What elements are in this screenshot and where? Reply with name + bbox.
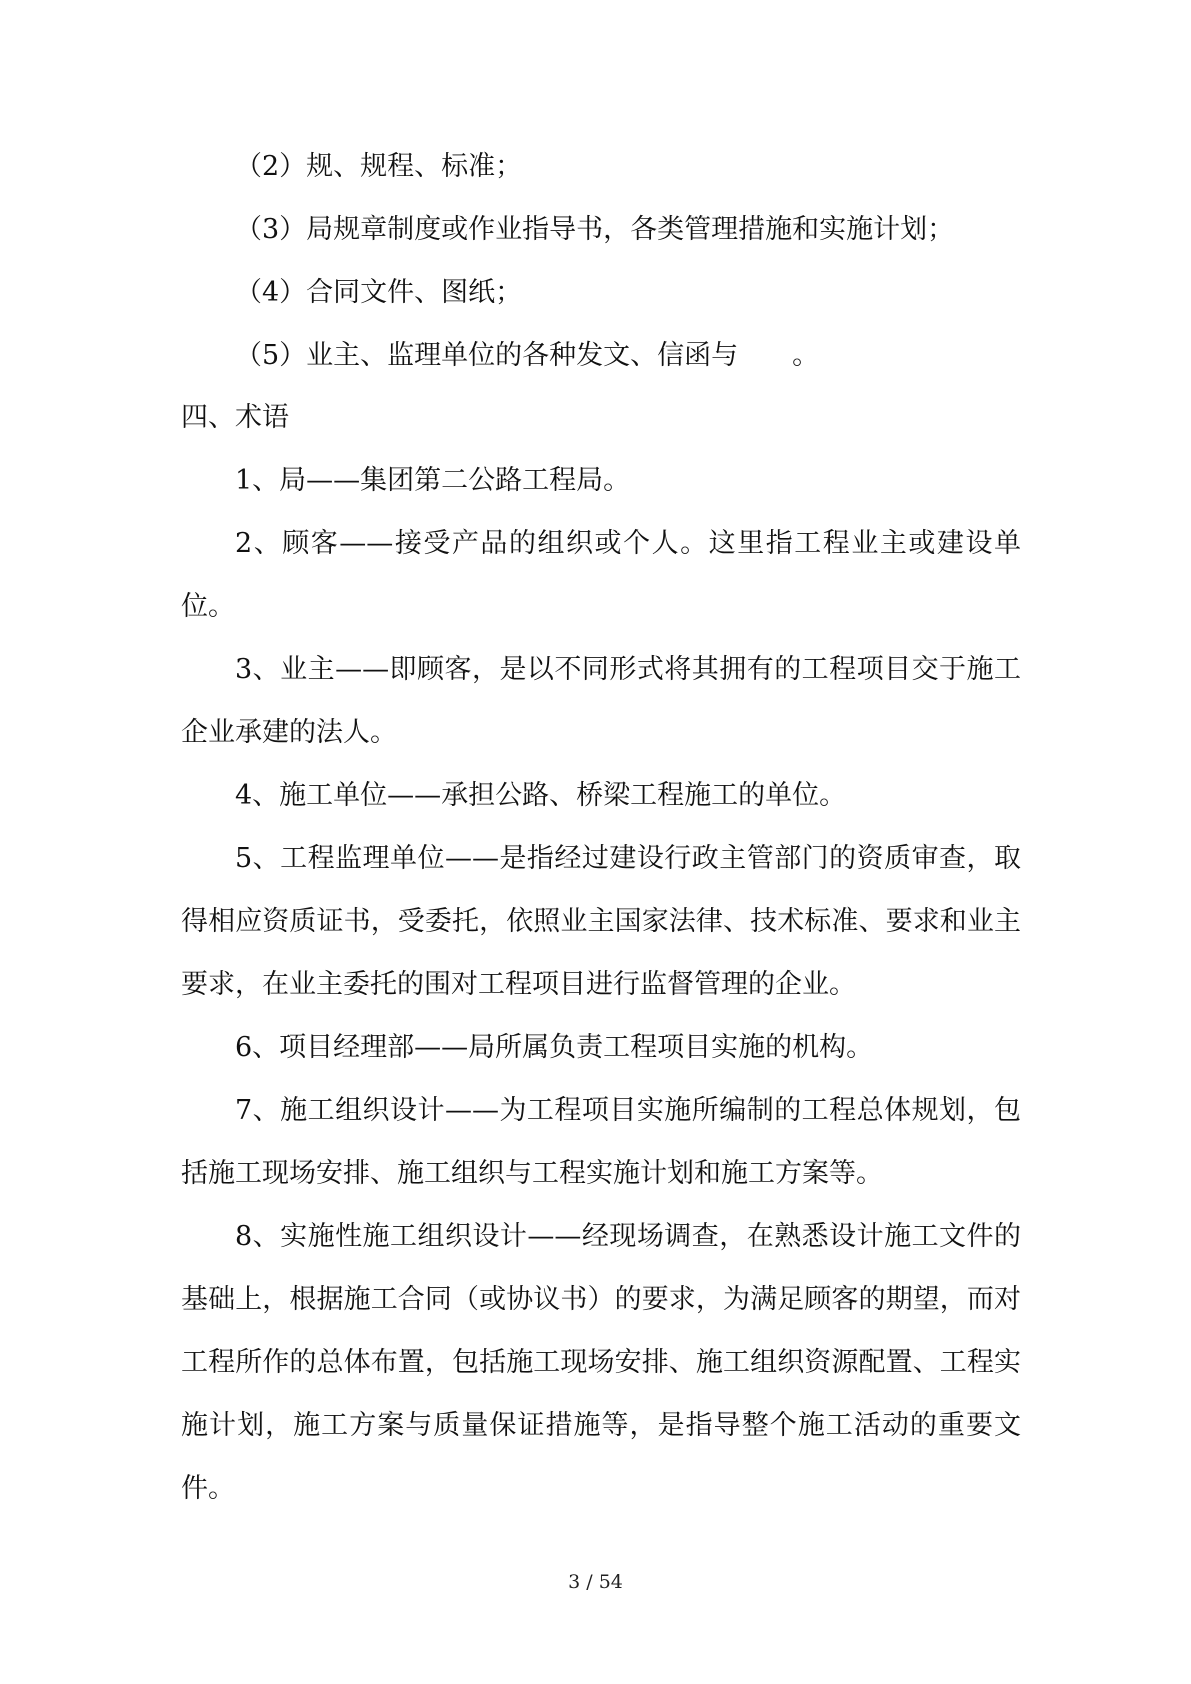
term-2: 2、顾客——接受产品的组织或个人。这里指工程业主或建设单位。 xyxy=(181,528,1021,622)
term-8: 8、实施性施工组织设计——经现场调查，在熟悉设计施工文件的基础上，根据施工合同（或协议书）的要求，为满足顾客的期望，而对工程所作的总体布置，包括施工现场安排、施工组织资源配置、工程实施计划，施工方案与质量保证措施等，是指导整个施工活动的重要文件。 xyxy=(181,1221,1021,1504)
section-heading-terms: 四、术语 xyxy=(181,402,289,433)
reference-item-3: （3）局规章制度或作业指导书，各类管理措施和实施计划； xyxy=(235,214,955,245)
reference-item-5: （5）业主、监理单位的各种发文、信函与 。 xyxy=(235,340,820,371)
term-1: 1、局——集团第二公路工程局。 xyxy=(235,465,631,496)
term-3: 3、业主——即顾客，是以不同形式将其拥有的工程项目交于施工企业承建的法人。 xyxy=(181,654,1021,748)
reference-item-2: （2）规、规程、标准； xyxy=(235,151,523,182)
document-body xyxy=(181,148,1021,1520)
reference-item-4: （4）合同文件、图纸； xyxy=(235,277,523,308)
term-4: 4、施工单位——承担公路、桥梁工程施工的单位。 xyxy=(235,780,847,811)
page-number: 3 / 54 xyxy=(568,1571,623,1593)
term-5: 5、工程监理单位——是指经过建设行政主管部门的资质审查，取得相应资质证书，受委托，依照业主国家法律、技术标准、要求和业主要求，在业主委托的围对工程项目进行监督管理的企业。 xyxy=(181,843,1021,1000)
term-7: 7、施工组织设计——为工程项目实施所编制的工程总体规划，包括施工现场安排、施工组织与工程实施计划和施工方案等。 xyxy=(181,1095,1021,1189)
term-6: 6、项目经理部——局所属负责工程项目实施的机构。 xyxy=(235,1032,874,1063)
